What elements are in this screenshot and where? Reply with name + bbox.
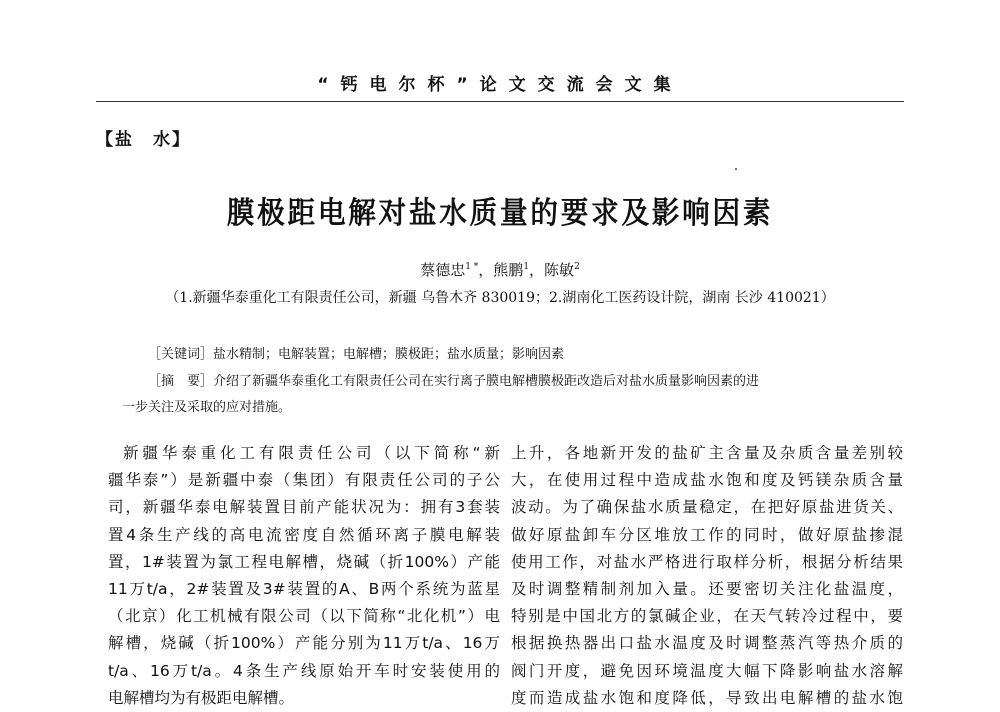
text-line: 根据换热器出口盐水温度及时调整蒸汽等热介质的 <box>511 634 903 653</box>
text-line: 阀门开度，避免因环境温度大幅下降影响盐水溶解 <box>511 661 903 680</box>
text-line: 及时调整精制剂加入量。还要密切关注化盐温度， <box>511 580 903 599</box>
text-line: 电解槽均为有极距电解槽。 <box>108 688 295 707</box>
text-line: 上升，各地新开发的盐矿主含量及杂质含量差别较 <box>511 444 903 462</box>
text-line: t/a、16万t/a。4条生产线原始开车时安装使用的 <box>108 661 500 680</box>
affiliation: （1.新疆华泰重化工有限责任公司，新疆 乌鲁木齐 830019；2.湖南化工医药设计院，湖南 长沙 410021） <box>165 290 835 306</box>
author-3-affil: 2 <box>574 262 580 272</box>
body-column-left <box>108 440 500 712</box>
body-column-right <box>511 440 903 712</box>
author-2: ，熊鹏 <box>478 261 524 279</box>
text-line: 波动。为了确保盐水质量稳定，在把好原盐进货关、 <box>511 498 903 517</box>
author-1-affil: 1 * <box>465 262 479 272</box>
author-2-affil: 1 <box>523 262 530 272</box>
text-line: 新疆华泰重化工有限责任公司（以下简称“新 <box>123 444 500 462</box>
keywords: ［关键词］盐水精制；电解装置；电解槽；膜极距；盐水质量；影响因素 <box>148 347 565 362</box>
text-line: 大，在使用过程中造成盐水饱和度及钙镁杂质含量 <box>511 471 903 490</box>
abstract-line-2: 一步关注及采取的应对措施。 <box>122 400 292 415</box>
running-header: “钙电尔杯”论文交流会文集 <box>317 75 683 95</box>
text-line: 司，新疆华泰电解装置目前产能状况为：拥有3套装 <box>108 498 500 517</box>
author-3: ，陈敏 <box>529 261 575 279</box>
text-line: 特别是中国北方的氯碱企业，在天气转冷过程中，要 <box>511 607 903 626</box>
text-line: 置4条生产线的高电流密度自然循环离子膜电解装 <box>108 525 500 544</box>
section-label: 【盐 水】 <box>96 130 191 150</box>
text-line: （北京）化工机械有限公司（以下简称“北化机”）电 <box>108 607 500 626</box>
text-line: 置，1#装置为氯工程电解槽，烧碱（折100%）产能 <box>108 552 500 571</box>
text-line: 解槽，烧碱（折100%）产能分别为11万t/a、16万 <box>108 634 500 653</box>
speck <box>735 168 737 170</box>
text-line: 11万t/a，2#装置及3#装置的A、B两个系统为蓝星 <box>108 580 500 599</box>
text-line: 做好原盐卸车分区堆放工作的同时，做好原盐掺混 <box>511 525 903 544</box>
abstract-line-1: ［摘 要］介绍了新疆华泰重化工有限责任公司在实行离子膜电解槽膜极距改造后对盐水质量影响因素的进 <box>148 374 760 389</box>
author-1: 蔡德忠 <box>420 261 466 279</box>
text-line: 度而造成盐水饱和度降低，导致出电解槽的盐水饱 <box>511 688 903 707</box>
text-line: 使用工作，对盐水严格进行取样分析，根据分析结果 <box>511 552 903 571</box>
text-line: 疆华泰”）是新疆中泰（集团）有限责任公司的子公 <box>108 471 500 490</box>
paper-title: 膜极距电解对盐水质量的要求及影响因素 <box>226 196 774 231</box>
author-line <box>0 259 1000 280</box>
header-rule <box>96 101 904 102</box>
